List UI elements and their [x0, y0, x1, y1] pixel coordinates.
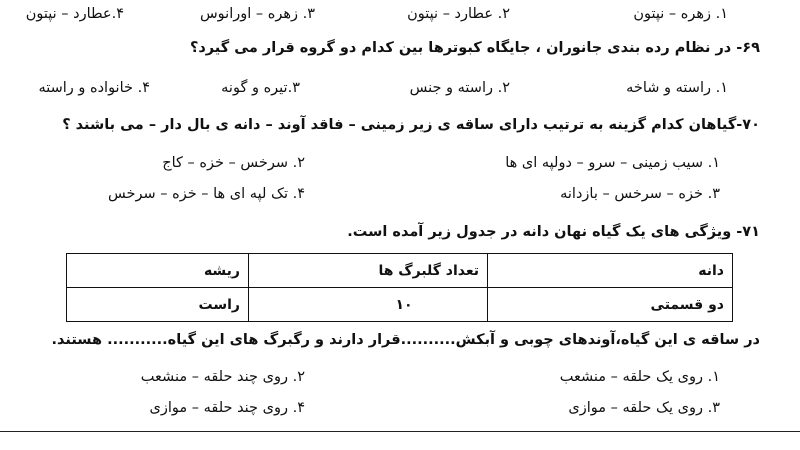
q69-option-2: ۲. راسته و جنس [409, 80, 510, 96]
table-header-row [67, 254, 733, 288]
traits-table [66, 253, 733, 322]
q71-option-2: ۲. روی چند حلقه – منشعب [140, 369, 305, 385]
q69-option-3: ۳.تیره و گونه [221, 80, 300, 96]
q70-option-2: ۲. سرخس – خزه – کاج [162, 155, 305, 171]
q69-option-1: ۱. راسته و شاخه [626, 80, 728, 96]
q71-option-1: ۱. روی یک حلقه – منشعب [559, 369, 720, 385]
q71-question: ۷۱- ویژگی های یک گیاه نهان دانه در جدول زیر آمده است. [347, 224, 760, 240]
table-header-cell: ریشه [67, 254, 249, 288]
q68-option-1: ۱. زهره – نپتون [633, 6, 728, 22]
q71-option-3: ۳. روی یک حلقه – موازی [568, 400, 720, 416]
table-cell: دو قسمتی [488, 288, 733, 322]
q71-statement: در ساقه ی این گیاه،آوندهای چوبی و آبکش..........قرار دارند و رگبرگ های این گیاه........... هستند. [51, 332, 760, 348]
bottom-divider [0, 431, 800, 432]
q68-option-2: ۲. عطارد – نپتون [407, 6, 510, 22]
table-cell: راست [67, 288, 249, 322]
table-header-cell: دانه [488, 254, 733, 288]
q70-option-3: ۳. خزه – سرخس – بازدانه [560, 186, 720, 202]
q68-option-4: ۴.عطارد – نپتون [25, 6, 124, 22]
q70-option-1: ۱. سیب زمینی – سرو – دولپه ای ها [505, 155, 720, 171]
q70-question: ۷۰-گیاهان کدام گزینه به ترتیب دارای ساقه ی زیر زمینی – فاقد آوند – دانه ی بال دار – می باشند ؟ [62, 117, 760, 133]
q71-option-4: ۴. روی چند حلقه – موازی [149, 400, 305, 416]
table-row [67, 288, 733, 322]
q68-option-3: ۳. زهره – اورانوس [199, 6, 315, 22]
table-header-cell: تعداد گلبرگ ها [249, 254, 488, 288]
q69-option-4: ۴. خانواده و راسته [38, 80, 150, 96]
q69-question: ۶۹- در نظام رده بندی جانوران ، جایگاه کبوترها بین کدام دو گروه قرار می گیرد؟ [189, 40, 760, 56]
q70-option-4: ۴. تک لپه ای ها – خزه – سرخس [108, 186, 305, 202]
table-cell: ۱۰ [249, 288, 488, 322]
